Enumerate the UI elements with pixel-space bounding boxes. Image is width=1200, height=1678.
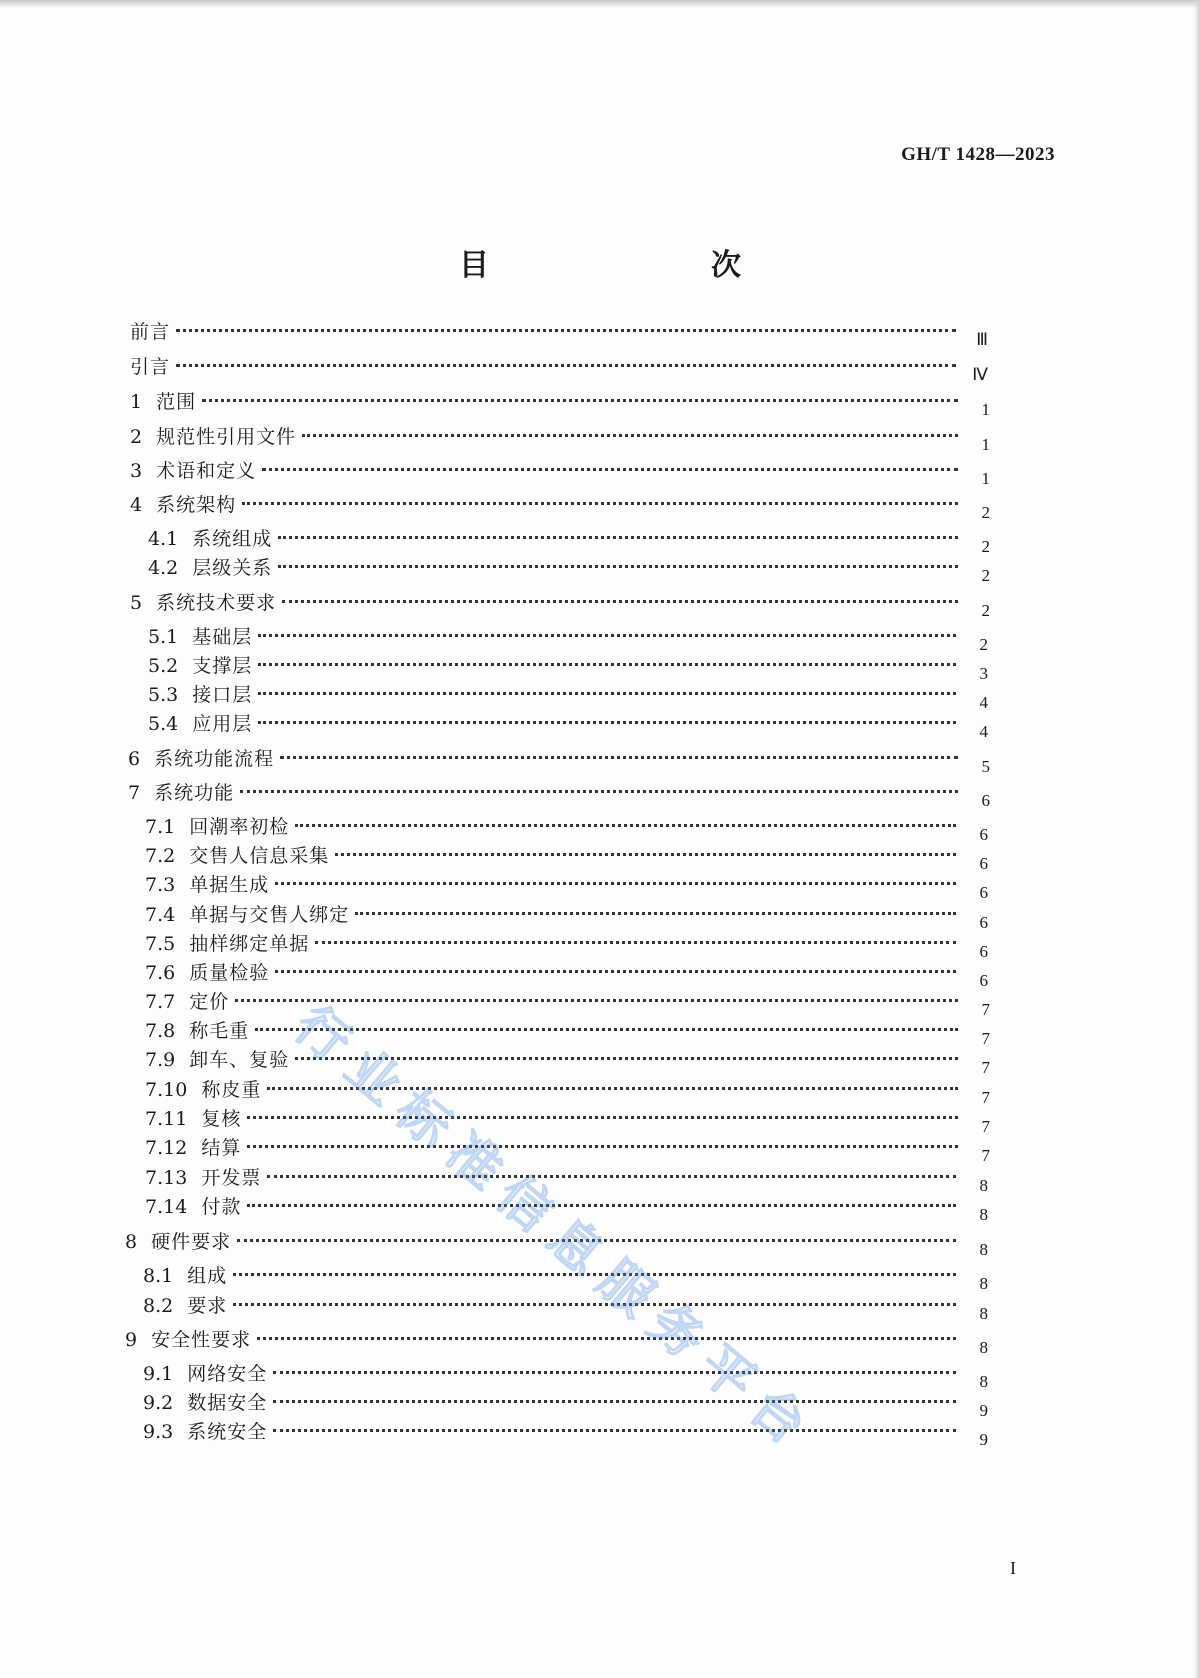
standard-code: GH/T 1428—2023 — [901, 144, 1055, 165]
toc-entry-label: 称皮重 — [201, 1079, 262, 1101]
toc-entry-label: 基础层 — [192, 626, 253, 648]
dot-leader — [247, 1184, 956, 1207]
toc-entry — [125, 1323, 988, 1357]
dot-leader — [282, 580, 958, 603]
toc-entry-number: 5.4 — [148, 713, 179, 735]
toc-entry-page: 8 — [979, 1240, 988, 1259]
toc-entry-number: 7.14 — [145, 1196, 188, 1218]
toc-entry-number: 9.3 — [143, 1421, 174, 1443]
toc-entry-number: 9 — [125, 1329, 138, 1351]
toc-entry-label: 质量检验 — [189, 962, 270, 984]
toc-entry-page: 2 — [981, 566, 990, 585]
toc-entry-number: 7.1 — [145, 816, 176, 838]
toc-entry-page: 6 — [979, 854, 988, 873]
toc-entry-label: 引言 — [130, 356, 171, 378]
dot-leader — [295, 1037, 958, 1060]
toc-entry-page: 6 — [979, 913, 988, 932]
page-number: I — [1010, 1558, 1016, 1578]
dot-leader — [278, 545, 958, 568]
dot-leader — [258, 643, 956, 666]
toc-entry — [130, 350, 988, 384]
toc-entry-page: 2 — [981, 601, 990, 620]
toc-entry-label: 支撑层 — [192, 655, 253, 677]
toc-entry-page: 3 — [979, 664, 988, 683]
toc-entry-number: 7.11 — [145, 1108, 188, 1130]
toc-entry-page: 5 — [981, 757, 990, 776]
toc-entry-page: 9 — [979, 1401, 988, 1420]
dot-leader — [247, 1125, 958, 1148]
toc-entry-number: 2 — [130, 426, 143, 448]
toc-entry-page: 7 — [981, 1146, 990, 1165]
toc-entry-page: 6 — [979, 825, 988, 844]
toc-entry-number: 9.2 — [143, 1392, 174, 1414]
toc-entry-number: 4.2 — [148, 557, 179, 579]
toc-entry-label: 要求 — [187, 1295, 228, 1317]
toc-entry-page: 8 — [979, 1274, 988, 1293]
toc-entry-number: 5 — [130, 592, 143, 614]
dot-leader — [258, 701, 956, 724]
dot-leader — [273, 1380, 956, 1403]
toc-entry — [130, 488, 990, 522]
toc-entry-label: 付款 — [201, 1196, 242, 1218]
toc-entry-page: 8 — [979, 1372, 988, 1391]
toc-entry-label: 网络安全 — [187, 1363, 268, 1385]
toc-entry-page: 7 — [981, 1088, 990, 1107]
dot-leader — [280, 736, 958, 759]
toc-entry-number: 7.6 — [145, 962, 176, 984]
toc-entry — [130, 586, 990, 620]
toc-entry-label: 单据与交售人绑定 — [189, 904, 350, 926]
toc-entry-page: 4 — [979, 722, 988, 741]
toc-entry-page: 7 — [981, 1058, 990, 1077]
toc-entry-number: 8.2 — [143, 1295, 174, 1317]
dot-leader — [295, 804, 956, 827]
toc-entry — [143, 1289, 988, 1323]
toc-entry-page: 1 — [981, 435, 990, 454]
toc-entry-label: 复核 — [201, 1108, 242, 1130]
toc-entry-number: 1 — [130, 391, 143, 413]
toc-entry — [130, 420, 990, 454]
toc-entry-number: 5.2 — [148, 655, 179, 677]
toc-entry-label: 交售人信息采集 — [189, 845, 330, 867]
dot-leader — [237, 1219, 956, 1242]
dot-leader — [240, 770, 958, 793]
toc-entry — [125, 1225, 988, 1259]
watermark: 行业标准信息服务平台 — [283, 994, 828, 1466]
dot-leader — [176, 309, 956, 332]
dot-leader — [335, 833, 956, 856]
toc-entry-label: 范围 — [156, 391, 197, 413]
toc-entry-label: 规范性引用文件 — [156, 426, 297, 448]
toc-entry-page: 8 — [979, 1176, 988, 1195]
toc-entry-label: 安全性要求 — [151, 1329, 252, 1351]
dot-leader — [267, 1067, 958, 1090]
toc-entry-label: 系统安全 — [187, 1421, 268, 1443]
toc-entry-number: 7.12 — [145, 1137, 188, 1159]
toc-entry — [130, 454, 990, 488]
toc-entry-page: 8 — [979, 1205, 988, 1224]
toc-entry-page: 1 — [981, 400, 990, 419]
toc-entry-label: 抽样绑定单据 — [189, 933, 310, 955]
toc-entry-page: 7 — [981, 1000, 990, 1019]
toc-entry-label: 卸车、复验 — [189, 1049, 290, 1071]
dot-leader — [247, 1096, 958, 1119]
dot-leader — [233, 1253, 956, 1276]
toc-entry-page: 9 — [979, 1430, 988, 1449]
toc-entry — [128, 776, 990, 810]
toc-entry — [143, 1415, 988, 1449]
toc-entry-number: 4 — [130, 494, 143, 516]
toc-entry-page: 4 — [979, 693, 988, 712]
dot-leader — [202, 379, 958, 402]
toc-entry-page: 2 — [979, 635, 988, 654]
toc-entry-page: 2 — [981, 537, 990, 556]
toc-entry-number: 7.13 — [145, 1167, 188, 1189]
toc-entry-page: 2 — [981, 503, 990, 522]
toc-entry-page: 6 — [981, 791, 990, 810]
toc-entry-label: 系统架构 — [156, 494, 237, 516]
toc-entry-number: 7 — [128, 782, 141, 804]
dot-leader — [233, 1283, 956, 1306]
toc-entry-number: 7.10 — [145, 1079, 188, 1101]
toc-entry-number: 7.2 — [145, 845, 176, 867]
toc-entry-label: 应用层 — [192, 713, 253, 735]
toc-entry-label: 硬件要求 — [151, 1231, 232, 1253]
toc-entry-page: 7 — [981, 1117, 990, 1136]
dot-leader — [262, 448, 958, 471]
toc-entry-page: 1 — [981, 469, 990, 488]
toc-entry-number: 6 — [128, 748, 141, 770]
dot-leader — [258, 672, 956, 695]
toc-entry-label: 系统功能 — [154, 782, 235, 804]
dot-leader — [235, 979, 958, 1002]
toc-entry-number: 4.1 — [148, 528, 179, 550]
toc-entry-number: 7.3 — [145, 874, 176, 896]
toc-entry-number: 8.1 — [143, 1265, 174, 1287]
toc-entry-page: 8 — [979, 1338, 988, 1357]
toc-entry-label: 称毛重 — [189, 1020, 250, 1042]
dot-leader — [275, 950, 956, 973]
toc-entry — [130, 385, 990, 419]
toc-entry-page: 6 — [979, 971, 988, 990]
toc-entry-page: 6 — [979, 942, 988, 961]
toc-entry — [145, 1190, 988, 1224]
toc-entry-page: 8 — [979, 1304, 988, 1323]
toc-entry-number: 5.1 — [148, 626, 179, 648]
dot-leader — [302, 414, 958, 437]
toc-entry-number: 7.5 — [145, 933, 176, 955]
toc-entry-page: Ⅳ — [972, 365, 988, 384]
toc-entry-number: 7.4 — [145, 904, 176, 926]
toc-entry-label: 前言 — [130, 321, 171, 343]
dot-leader — [267, 1155, 956, 1178]
toc-entry-number: 8 — [125, 1231, 138, 1253]
toc-entry-page: 7 — [981, 1029, 990, 1048]
toc-entry-label: 接口层 — [192, 684, 253, 706]
toc-entry — [148, 551, 990, 585]
dot-leader — [257, 1317, 956, 1340]
toc-entry-label: 系统组成 — [192, 528, 273, 550]
toc-entry — [148, 707, 988, 741]
dot-leader — [355, 892, 956, 915]
toc-entry-number: 9.1 — [143, 1363, 174, 1385]
toc-entry-number: 5.3 — [148, 684, 179, 706]
dot-leader — [315, 921, 956, 944]
toc-entry-label: 结算 — [201, 1137, 242, 1159]
toc-entry-label: 系统技术要求 — [156, 592, 277, 614]
toc-entry-number: 7.8 — [145, 1020, 176, 1042]
toc-entry-label: 组成 — [187, 1265, 228, 1287]
toc-entry-label: 定价 — [189, 991, 230, 1013]
dot-leader — [176, 344, 956, 367]
toc-entry-page: Ⅲ — [976, 330, 988, 349]
toc-entry-label: 术语和定义 — [156, 460, 257, 482]
toc-entry-label: 回潮率初检 — [189, 816, 290, 838]
toc-entry-number: 7.9 — [145, 1049, 176, 1071]
toc-entry — [130, 315, 988, 349]
dot-leader — [275, 862, 956, 885]
dot-leader — [273, 1409, 956, 1432]
toc-entry-label: 层级关系 — [192, 557, 273, 579]
page-title: 目 次 — [459, 248, 795, 283]
dot-leader — [255, 1008, 958, 1031]
toc-entry-label: 系统功能流程 — [154, 748, 275, 770]
dot-leader — [258, 614, 956, 637]
dot-leader — [278, 516, 958, 539]
toc-entry-number: 3 — [130, 460, 143, 482]
toc-entry-number: 7.7 — [145, 991, 176, 1013]
toc-entry-label: 开发票 — [201, 1167, 262, 1189]
toc-entry — [128, 742, 990, 776]
toc-entry-page: 6 — [979, 883, 988, 902]
toc-entry-label: 单据生成 — [189, 874, 270, 896]
toc-entry-label: 数据安全 — [187, 1392, 268, 1414]
dot-leader — [242, 482, 958, 505]
dot-leader — [273, 1351, 956, 1374]
